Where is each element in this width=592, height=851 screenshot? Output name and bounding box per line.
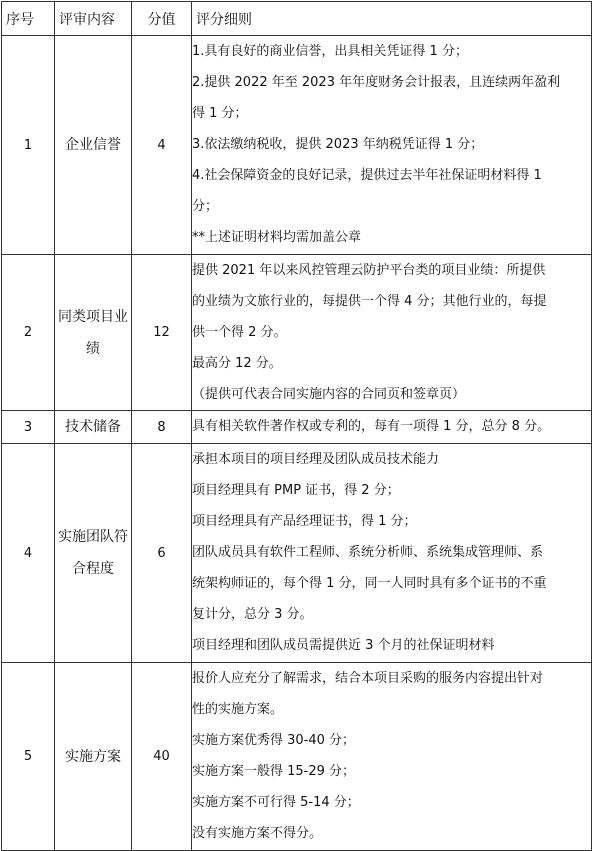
scoring-table — [1, 1, 592, 851]
header-detail: 评分细则 — [192, 2, 592, 36]
row-item: 技术储备 — [55, 411, 132, 444]
row-score: 4 — [132, 36, 192, 255]
detail-line: 复计分，总分 3 分。 — [192, 607, 313, 622]
detail-line: 承担本项目的项目经理及团队成员技术能力 — [192, 452, 440, 467]
row-item: 同类项目业绩 — [55, 255, 132, 411]
header-row — [2, 2, 592, 36]
row-index: 2 — [2, 255, 55, 411]
row-index: 1 — [2, 36, 55, 255]
header-score: 分值 — [132, 2, 192, 36]
detail-line: 团队成员具有软件工程师、系统分析师、系统集成管理师、系 — [192, 545, 544, 560]
detail-line: 4.社会保障资金的良好记录，提供过去半年社保证明材料得 1 — [192, 168, 542, 183]
detail-line: 具有相关软件著作权或专利的，每有一项得 1 分，总分 8 分。 — [192, 419, 551, 434]
row-detail — [192, 36, 592, 255]
row-index: 4 — [2, 444, 55, 663]
header-item: 评审内容 — [55, 2, 132, 36]
row-detail — [192, 255, 592, 411]
row-detail — [192, 663, 592, 851]
table-row — [2, 444, 592, 663]
detail-line: 分； — [192, 199, 219, 214]
detail-line: 项目经理具有产品经理证书，得 1 分； — [192, 514, 417, 529]
detail-line: 3.依法缴纳税收，提供 2023 年纳税凭证得 1 分； — [192, 137, 484, 152]
detail-line: 2.提供 2022 年至 2023 年年度财务会计报表，且连续两年盈利 — [192, 75, 561, 90]
detail-line: 实施方案一般得 15-29 分； — [192, 764, 356, 779]
detail-line: （提供可代表合同实施内容的合同页和签章页） — [192, 387, 466, 402]
detail-line: 的业绩为文旅行业的，每提供一个得 4 分；其他行业的，每提 — [192, 294, 547, 309]
detail-line: 统架构师证的，每个得 1 分，同一人同时具有多个证书的不重 — [192, 576, 547, 591]
row-index: 5 — [2, 663, 55, 851]
row-item: 实施团队符合程度 — [55, 444, 132, 663]
detail-line: 项目经理和团队成员需提供近 3 个月的社保证明材料 — [192, 638, 495, 653]
detail-line: 性的实施方案。 — [192, 702, 284, 717]
row-score: 6 — [132, 444, 192, 663]
row-item: 实施方案 — [55, 663, 132, 851]
detail-line: 供一个得 2 分。 — [192, 325, 287, 340]
table-row — [2, 255, 592, 411]
row-detail — [192, 444, 592, 663]
table-row — [2, 36, 592, 255]
row-index: 3 — [2, 411, 55, 444]
row-score: 40 — [132, 663, 192, 851]
detail-line: 提供 2021 年以来风控管理云防护平台类的项目业绩：所提供 — [192, 263, 546, 278]
row-score: 12 — [132, 255, 192, 411]
detail-line: 项目经理具有 PMP 证书，得 2 分； — [192, 483, 400, 498]
detail-line: 实施方案不可行得 5-14 分； — [192, 795, 360, 810]
header-index: 序号 — [2, 2, 55, 36]
detail-line: 报价人应充分了解需求，结合本项目采购的服务内容提出针对 — [192, 671, 544, 686]
table-row — [2, 663, 592, 851]
detail-line: 最高分 12 分。 — [192, 356, 282, 371]
row-detail — [192, 411, 592, 444]
detail-line: 1.具有良好的商业信誉，出具相关凭证得 1 分； — [192, 44, 468, 59]
table-row — [2, 411, 592, 444]
row-item: 企业信誉 — [55, 36, 132, 255]
detail-line: 没有实施方案不得分。 — [192, 826, 323, 841]
row-score: 8 — [132, 411, 192, 444]
detail-line: 实施方案优秀得 30-40 分； — [192, 733, 356, 748]
detail-line: 得 1 分； — [192, 106, 248, 121]
detail-line: **上述证明材料均需加盖公章 — [192, 230, 362, 245]
